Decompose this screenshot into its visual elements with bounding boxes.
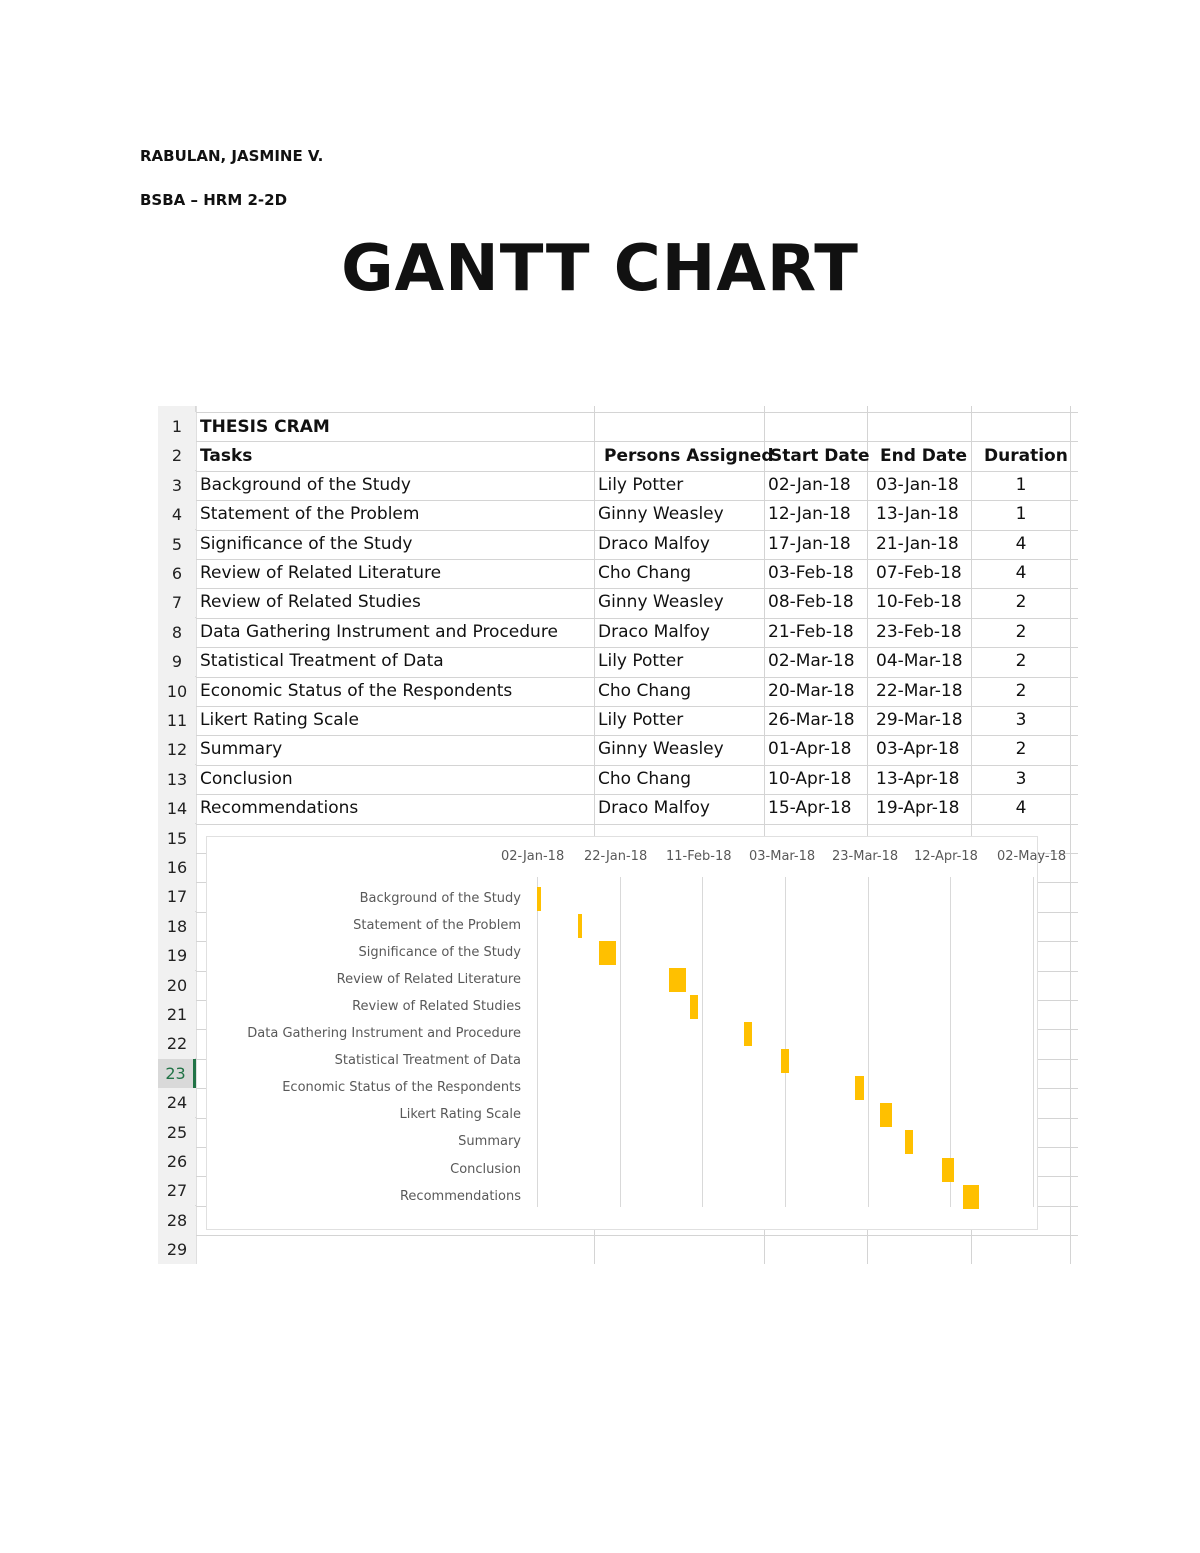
row-number[interactable]: 10 — [158, 677, 196, 706]
cell-duration: 1 — [1015, 504, 1027, 525]
cell-duration: 2 — [1015, 592, 1027, 613]
row-number[interactable]: 14 — [158, 794, 196, 823]
row-number[interactable]: 23 — [158, 1059, 196, 1088]
y-tick-label: Likert Rating Scale — [399, 1107, 521, 1122]
row-number[interactable]: 11 — [158, 706, 196, 735]
chart-gridline — [868, 877, 869, 1207]
cell-duration: 4 — [1015, 798, 1027, 819]
y-tick-label: Review of Related Studies — [352, 999, 521, 1014]
cell-end-date: 13-Jan-18 — [876, 504, 959, 525]
document-title: GANTT CHART — [341, 232, 859, 306]
row-number[interactable]: 20 — [158, 971, 196, 1000]
y-tick-label: Statement of the Problem — [353, 918, 521, 933]
cell-start-date: 10-Apr-18 — [768, 768, 852, 789]
cell-duration: 3 — [1015, 768, 1027, 789]
cell-person: Cho Chang — [598, 563, 692, 583]
y-tick-label: Background of the Study — [359, 891, 521, 906]
y-tick-label: Conclusion — [450, 1162, 521, 1177]
gantt-bar — [578, 914, 582, 938]
cell-end-date: 29-Mar-18 — [876, 710, 963, 730]
cell-duration: 2 — [1015, 651, 1027, 672]
row-number[interactable]: 25 — [158, 1118, 196, 1147]
row-number[interactable]: 6 — [158, 559, 196, 588]
col-header-persons: Persons Assigned — [604, 446, 774, 466]
cell-person: Lily Potter — [598, 710, 684, 730]
student-name: RABULAN, JASMINE V. — [140, 147, 324, 165]
x-tick-label: 02-Jan-18 — [501, 849, 565, 864]
cell-end-date: 03-Jan-18 — [876, 474, 959, 495]
cell-duration: 2 — [1015, 621, 1027, 642]
chart-gridline — [1033, 877, 1034, 1207]
row-number[interactable]: 15 — [158, 824, 196, 853]
row-number[interactable]: 7 — [158, 588, 196, 617]
cell-task: Statistical Treatment of Data — [200, 651, 444, 672]
cell-task: Likert Rating Scale — [200, 710, 359, 730]
gantt-bar — [781, 1049, 789, 1073]
row-number[interactable]: 2 — [158, 441, 196, 470]
cell-duration: 3 — [1015, 710, 1027, 730]
cell-task: Summary — [200, 739, 283, 760]
gantt-bar — [537, 887, 541, 911]
x-tick-label: 11-Feb-18 — [666, 849, 732, 864]
cell-task: Data Gathering Instrument and Procedure — [200, 621, 558, 642]
row-number[interactable]: 22 — [158, 1029, 196, 1058]
cell-end-date: 13-Apr-18 — [876, 768, 960, 789]
cell-end-date: 07-Feb-18 — [876, 563, 962, 583]
row-number[interactable]: 12 — [158, 735, 196, 764]
chart-gridline — [702, 877, 703, 1207]
cell-task: Review of Related Literature — [200, 563, 442, 583]
row-number[interactable]: 9 — [158, 647, 196, 676]
cell-duration: 2 — [1015, 739, 1027, 760]
col-header-start: Start Date — [770, 446, 870, 466]
cell-person: Lily Potter — [598, 474, 684, 495]
cell-task: Economic Status of the Respondents — [200, 680, 513, 701]
row-number[interactable]: 21 — [158, 1000, 196, 1029]
cell-start-date: 17-Jan-18 — [768, 533, 851, 554]
cell-start-date: 26-Mar-18 — [768, 710, 855, 730]
y-tick-label: Recommendations — [399, 1189, 521, 1204]
y-tick-label: Statistical Treatment of Data — [334, 1053, 521, 1068]
cell-person: Cho Chang — [598, 680, 692, 701]
cell-end-date: 19-Apr-18 — [876, 798, 960, 819]
cell-duration: 4 — [1015, 533, 1027, 554]
cell-start-date: 21-Feb-18 — [768, 621, 854, 642]
cell-start-date: 03-Feb-18 — [768, 563, 854, 583]
spreadsheet-screenshot — [158, 406, 1078, 1264]
cell-end-date: 04-Mar-18 — [876, 651, 963, 672]
row-number[interactable]: 8 — [158, 618, 196, 647]
cell-end-date: 21-Jan-18 — [876, 533, 959, 554]
x-tick-label: 23-Mar-18 — [832, 849, 899, 864]
y-tick-label: Review of Related Literature — [336, 972, 521, 987]
row-number[interactable]: 4 — [158, 500, 196, 529]
row-number[interactable]: 19 — [158, 941, 196, 970]
cell-task: Review of Related Studies — [200, 592, 421, 613]
gantt-chart — [206, 836, 1067, 1230]
row-number[interactable]: 18 — [158, 912, 196, 941]
y-tick-label: Summary — [458, 1134, 521, 1149]
gantt-bar — [855, 1076, 863, 1100]
row-number[interactable]: 17 — [158, 882, 196, 911]
cell-start-date: 15-Apr-18 — [768, 798, 852, 819]
cell-person: Draco Malfoy — [598, 798, 710, 819]
cell-task: Recommendations — [200, 798, 359, 819]
row-number[interactable]: 5 — [158, 530, 196, 559]
y-tick-label: Significance of the Study — [358, 945, 521, 960]
gantt-bar — [744, 1022, 752, 1046]
cell-person: Ginny Weasley — [598, 739, 724, 760]
cell-task: Statement of the Problem — [200, 504, 420, 525]
chart-gridline — [620, 877, 621, 1207]
cell-start-date: 12-Jan-18 — [768, 504, 851, 525]
row-number[interactable]: 16 — [158, 853, 196, 882]
cell-end-date: 10-Feb-18 — [876, 592, 962, 613]
cell-start-date: 02-Mar-18 — [768, 651, 855, 672]
cell-end-date: 22-Mar-18 — [876, 680, 963, 701]
row-number[interactable]: 29 — [158, 1235, 196, 1264]
row-number[interactable]: 24 — [158, 1088, 196, 1117]
cell-person: Ginny Weasley — [598, 592, 724, 613]
course-section: BSBA – HRM 2-2D — [140, 191, 288, 209]
cell-person: Cho Chang — [598, 768, 692, 789]
col-header-tasks: Tasks — [200, 446, 253, 466]
table-title: THESIS CRAM — [200, 417, 330, 437]
y-tick-label: Economic Status of the Respondents — [282, 1080, 521, 1095]
row-number[interactable]: 26 — [158, 1147, 196, 1176]
y-tick-label: Data Gathering Instrument and Procedure — [247, 1026, 521, 1041]
cell-person: Lily Potter — [598, 651, 684, 672]
x-tick-label: 03-Mar-18 — [749, 849, 816, 864]
row-number[interactable]: 13 — [158, 765, 196, 794]
cell-person: Ginny Weasley — [598, 504, 724, 525]
row-number[interactable]: 27 — [158, 1176, 196, 1205]
x-tick-label: 02-May-18 — [997, 849, 1067, 864]
cell-duration: 4 — [1015, 563, 1027, 583]
cell-duration: 1 — [1015, 474, 1027, 495]
chart-gridline — [537, 877, 538, 1207]
cell-end-date: 23-Feb-18 — [876, 621, 962, 642]
x-tick-label: 22-Jan-18 — [584, 849, 648, 864]
col-header-duration: Duration — [984, 446, 1068, 466]
gantt-bar — [690, 995, 698, 1019]
cell-start-date: 01-Apr-18 — [768, 739, 852, 760]
cell-person: Draco Malfoy — [598, 621, 710, 642]
col-header-end: End Date — [880, 446, 968, 466]
chart-gridline — [785, 877, 786, 1207]
row-number[interactable]: 28 — [158, 1206, 196, 1235]
cell-end-date: 03-Apr-18 — [876, 739, 960, 760]
gantt-bar — [880, 1103, 892, 1127]
x-tick-label: 12-Apr-18 — [914, 849, 978, 864]
row-number[interactable]: 3 — [158, 471, 196, 500]
gantt-bar — [963, 1185, 980, 1209]
row-number[interactable]: 1 — [158, 412, 196, 441]
cell-task: Background of the Study — [200, 474, 411, 495]
gantt-bar — [599, 941, 616, 965]
gantt-bar — [669, 968, 686, 992]
cell-task: Significance of the Study — [200, 533, 413, 554]
cell-start-date: 02-Jan-18 — [768, 474, 851, 495]
cell-start-date: 08-Feb-18 — [768, 592, 854, 613]
cell-task: Conclusion — [200, 768, 293, 789]
gantt-bar — [942, 1158, 954, 1182]
cell-start-date: 20-Mar-18 — [768, 680, 855, 701]
cell-person: Draco Malfoy — [598, 533, 710, 554]
cell-duration: 2 — [1015, 680, 1027, 701]
gantt-bar — [905, 1130, 913, 1154]
